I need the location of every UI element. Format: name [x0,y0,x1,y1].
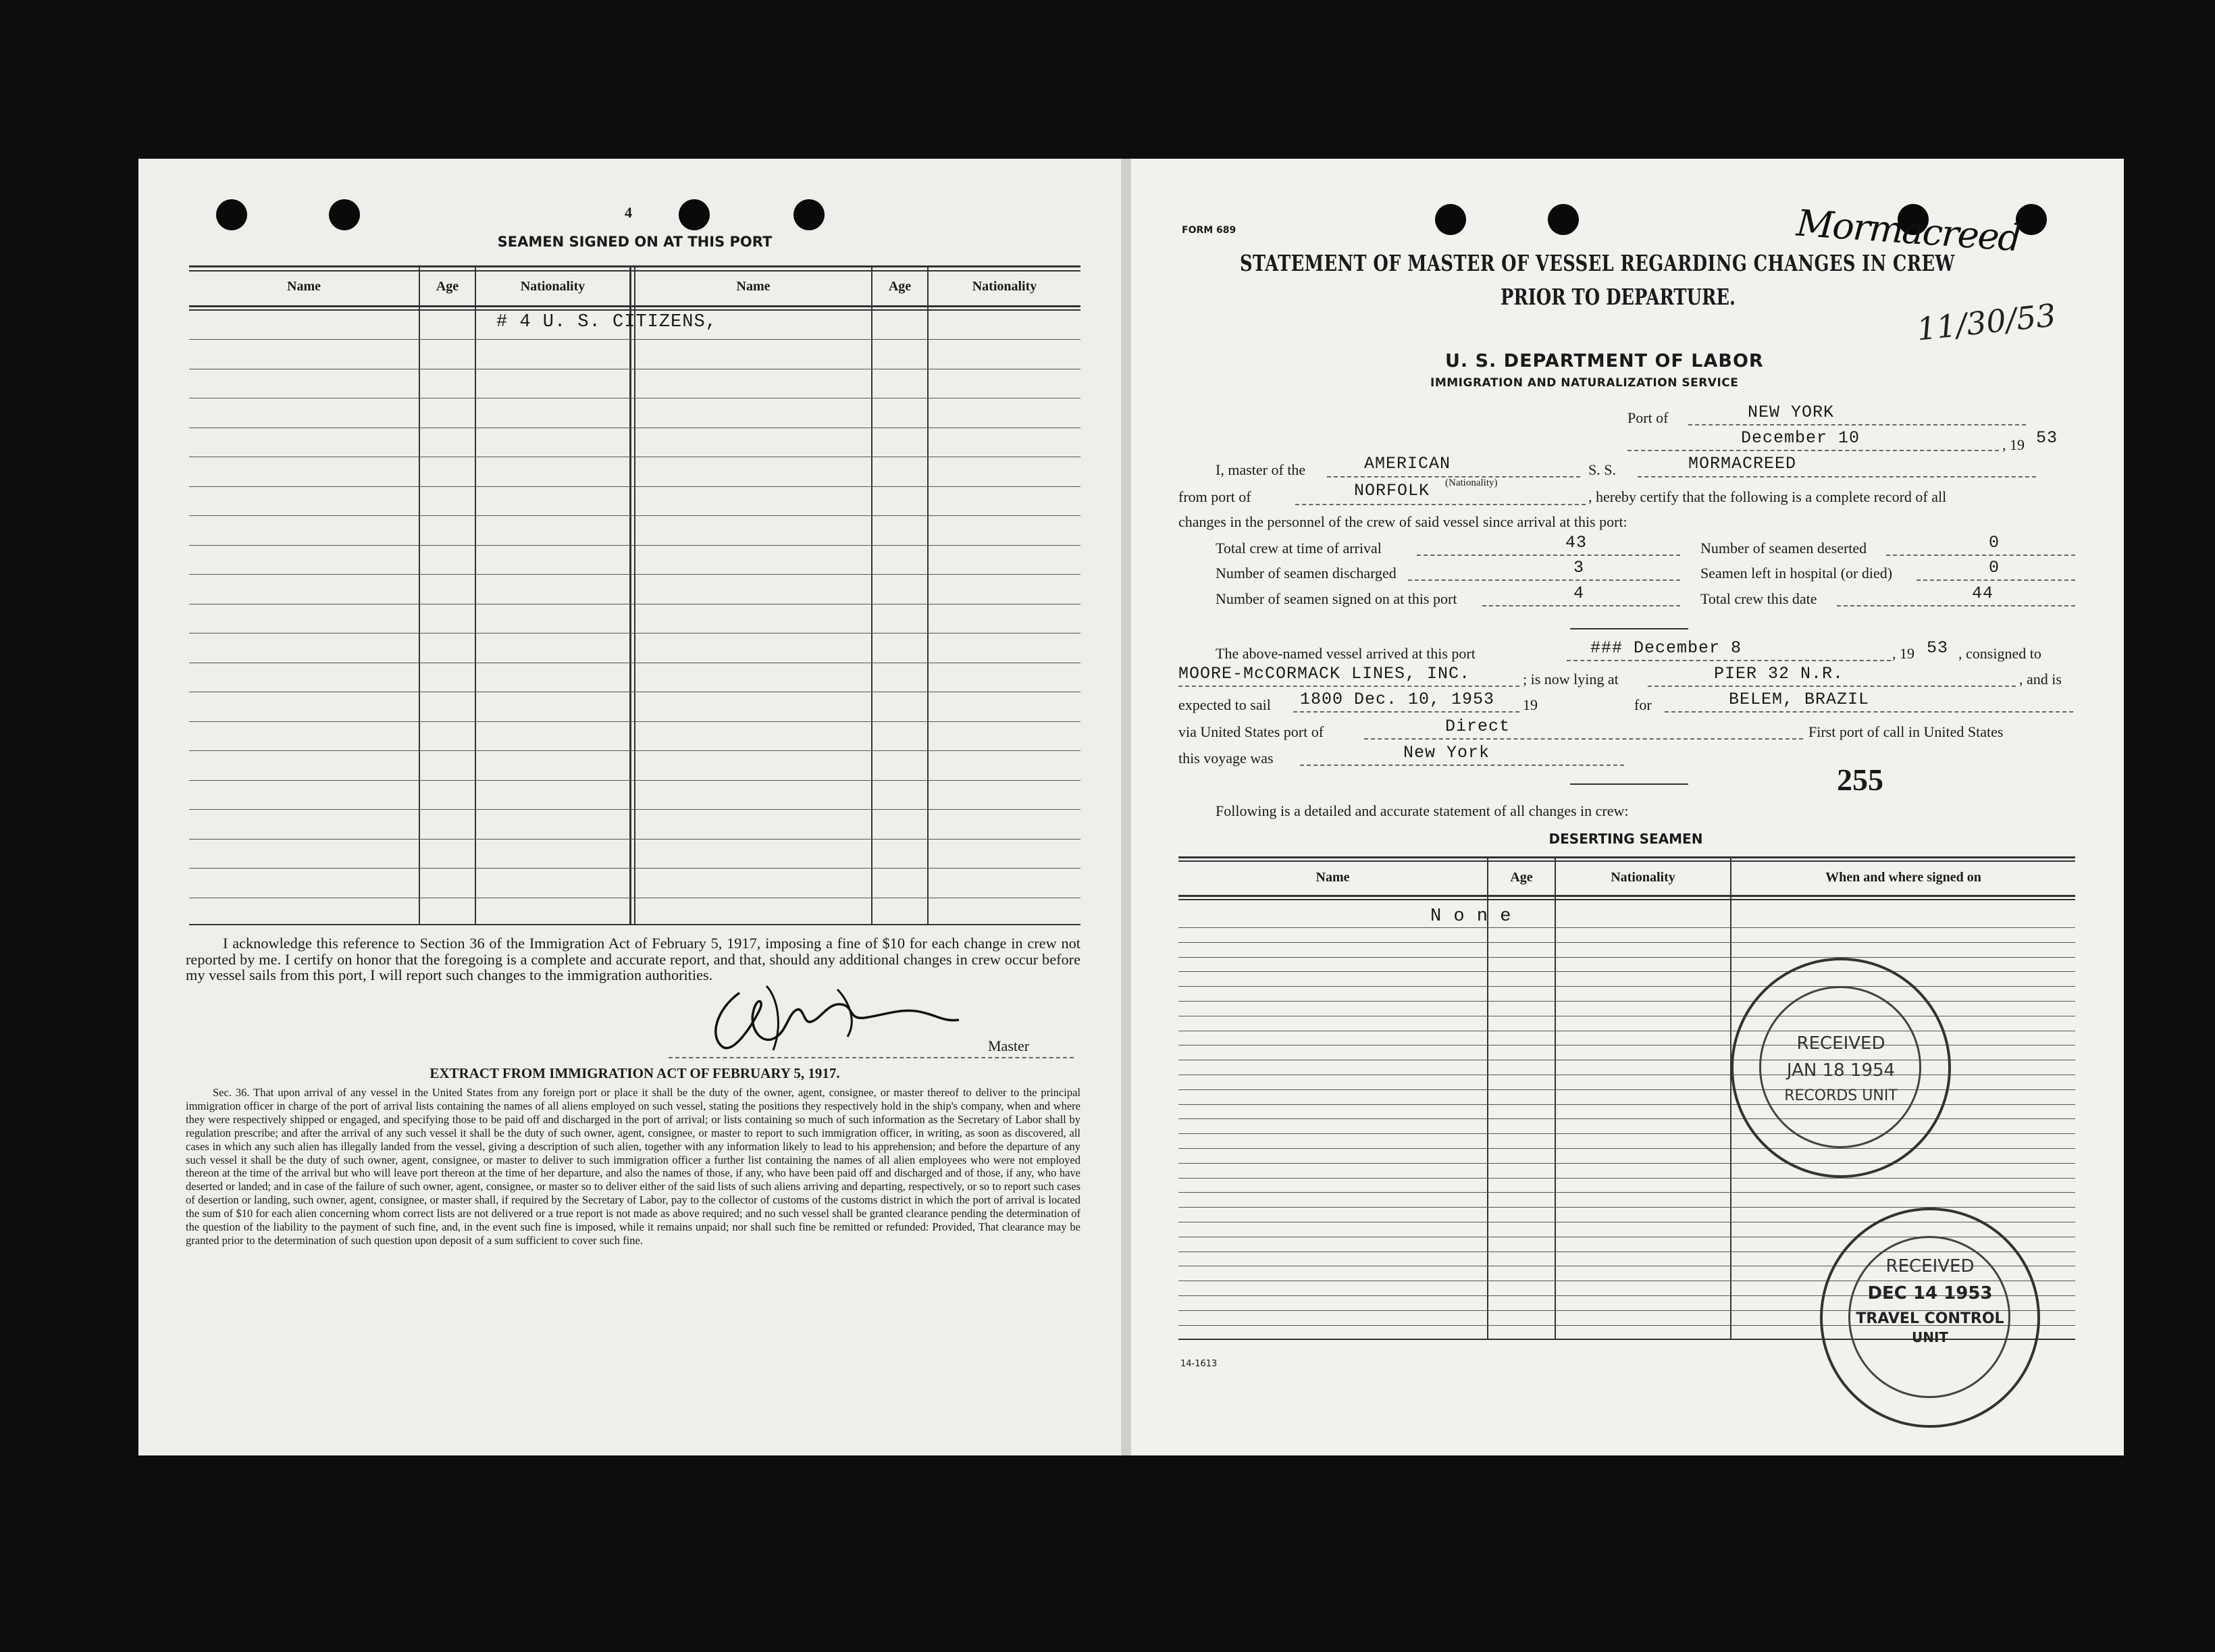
master-signature [702,983,1013,1060]
received-stamp-travel-control [1820,1208,2040,1428]
table-row-line [189,574,1080,575]
table-row-line [1178,957,2075,958]
table-row-line [189,545,1080,546]
from-port-value: NORFOLK [1354,481,1430,500]
sheet-number: 255 [1837,763,1883,797]
table-top-rule [1178,856,2075,858]
hospital-value: 0 [1989,558,2000,577]
stamp2-line2: DEC 14 1953 [1867,1283,1993,1303]
table-row-line [1178,971,2075,972]
section-divider [1570,628,1688,629]
and-is-label: , and is [2019,671,2062,688]
lying-value: PIER 32 N.R. [1714,664,1844,683]
column-header-nationality: Nationality [520,279,585,294]
deserting-entry: N o n e [1430,906,1512,927]
table-row-line [1178,1192,2075,1193]
table-row-line [189,868,1080,869]
column-divider [927,267,929,924]
arrived-value: ### December 8 [1590,638,1742,658]
form-title-line2: PRIOR TO DEPARTURE. [1501,284,1736,310]
extract-text: Sec. 36. That upon arrival of any vessel in the United States from any foreign port or place it shall be the duty of the owner, agent, consignee, or master thereof to deliver to the principal immigration officer in charge of the port of arrival lists containing the names of all aliens employed on such vessel, stating the positions they respectively hold in the ship's company, when and where they were respectively shipped or engaged, and specifying those to be paid off and discharged in the port of arrival; or lists containing so much of such information as the Secretary of Labor shall by regulation prescribe; and after the arrival of any such vessel it shall be the duty of such owner, agent, consignee, or master to report to such immigration officer, in writing, as soon as discovered, all cases in which any such alien has illegally landed from the vessel, giving a description of such alien, together with any information likely to lead to his apprehension; and before the departure of any such vessel it shall be the duty of such owner, agent, consignee, or master to deliver to such immigration officer a further list containing the names of all alien employees who were not employed thereon at the time of the arrival but who will leave port thereon at the time of her departure, and also the names of those, if any, who have been paid off and discharged and of those, if any, who have deserted or landed; and in case of the failure of such owner, agent, consignee, or master so to deliver either of the said lists of such aliens arriving and departing, respectively, or so to report such cases of desertion or landing, such owner, agent, consignee, or master shall, if required by the Secretary of Labor, pay to the collector of customs of the customs district in which the port of arrival is located the sum of $10 for each alien concerning whom correct lists are not delivered or a true report is not made as above required; and no such vessel shall be granted clearance pending the determination of the question of the liability to the payment of such fine, and, in the event such fine is imposed, while it remains unpaid; nor shall such fine be remitted or refunded: Provided, That clearance may be granted prior to the determination of such question upon deposit of a sum sufficient to cover such fine. [186,1086,1080,1247]
column-divider [1487,858,1488,1339]
total-crew-arrival-value: 43 [1565,533,1588,552]
via-value: Direct [1445,717,1511,736]
stamp2-line4: UNIT [1911,1329,1949,1345]
column-divider [1730,858,1731,1339]
arrived-year-prefix: , 19 [1892,645,1914,662]
date-value: December 10 [1741,428,1860,448]
page-spine [1121,159,1131,1455]
table-row-line [189,750,1080,751]
discharged-label: Number of seamen discharged [1216,565,1397,582]
following-text: Following is a detailed and accurate statement of all changes in crew: [1216,802,1629,819]
signed-on-value: 4 [1573,584,1585,603]
table-header-rule [1178,895,2075,897]
this-voyage-line [1300,765,1624,766]
master-label: Master [988,1037,1030,1054]
table-row-line [1178,1148,2075,1149]
nationality-caption: (Nationality) [1445,477,1498,488]
ss-label: S. S. [1588,461,1616,478]
table-row-line [189,809,1080,810]
signed-on-label: Number of seamen signed on at this port [1216,590,1457,607]
section-divider [1570,783,1688,785]
count-line [1417,554,1680,556]
certify-text-b: changes in the personnel of the crew of said vessel since arrival at this port: [1178,513,1627,530]
total-crew-label: Total crew this date [1700,590,1817,607]
column-divider [1555,858,1556,1339]
acknowledgment-text: I acknowledge this reference to Section 36 of the Immigration Act of February 5, 1917, imposing a fine of $10 for each change in crew not reported by me. I certify on honor that the foregoing is a complete and accurate report, and that, should any additional changes in crew occur before my vessel sails from this port, I will report such changes to the immigration authorities. [186,935,1080,983]
table-top-rule [1178,860,2075,862]
expected-year-suffix: 19 [1523,696,1538,713]
form-number: FORM 689 [1182,225,1236,236]
stamp1-line2: JAN 18 1954 [1786,1060,1896,1081]
table-row-line [1178,942,2075,943]
table-row-line [1178,927,2075,928]
arrived-label: The above-named vessel arrived at this port [1216,645,1476,662]
via-line [1364,738,1803,740]
lying-line [1648,686,2016,687]
stamp1-line3: RECORDS UNIT [1784,1087,1898,1104]
table-row-line [1178,1178,2075,1179]
column-header-name: Name [287,279,321,294]
table-row-line [189,633,1080,634]
expected-label: expected to sail [1178,696,1271,713]
punch-hole-icon [1548,204,1579,235]
table-row-line [189,515,1080,516]
vessel-name: MORMACREED [1688,454,1797,473]
received-stamp-records-unit [1731,958,1951,1178]
count-line [1837,605,2075,606]
punch-hole-icon [1435,204,1466,235]
table-row-line [189,839,1080,840]
expected-line [1293,711,1519,713]
arrived-year: 53 [1927,638,1949,658]
consignee-line [1178,686,1519,687]
column-divider [419,267,420,924]
table-bottom-rule [189,924,1080,925]
form-title-line1: STATEMENT OF MASTER OF VESSEL REGARDING CHANGES IN CREW [1240,250,1955,276]
table-row-line [189,339,1080,340]
column-divider [475,267,476,924]
column-header-nationality: Nationality [972,279,1037,294]
total-crew-value: 44 [1972,584,1994,603]
table-row-line [1178,986,2075,987]
vessel-line [1638,476,2036,477]
this-voyage-label: this voyage was [1178,750,1274,767]
hospital-label: Seamen left in hospital (or died) [1700,565,1893,582]
column-header-nationality: Nationality [1611,870,1675,885]
column-header-name: Name [1315,870,1350,885]
table-row-line [1178,1001,2075,1002]
port-label: Port of [1627,409,1669,426]
handwritten-note: Mormacreed [1795,201,2022,260]
punch-hole-icon [679,199,710,230]
year-prefix: , 19 [2002,436,2025,453]
department-name: U. S. DEPARTMENT OF LABOR [1445,351,1764,371]
lying-label: ; is now lying at [1523,671,1619,688]
service-name: IMMIGRATION AND NATURALIZATION SERVICE [1430,376,1739,390]
footer-code: 14-1613 [1180,1359,1218,1369]
column-header-name: Name [736,279,771,294]
master-of-label: I, master of the [1216,461,1306,478]
table-row-line [1178,1118,2075,1119]
column-header-age: Age [1510,870,1533,885]
table-row-line [1178,1163,2075,1164]
certify-text-a: , hereby certify that the following is a complete record of all [1588,488,1947,505]
date-line [1627,450,1999,451]
count-line [1917,579,2075,581]
signed-on-entry: # 4 U. S. CITIZENS, [496,312,717,332]
via-label: via United States port of [1178,723,1324,740]
table-row-line [1178,1133,2075,1134]
punch-hole-icon [793,199,825,230]
from-port-line [1295,504,1586,505]
punch-hole-icon [329,199,360,230]
port-value: NEW YORK [1748,403,1835,422]
handwritten-date: 11/30/53 [1914,296,2058,348]
page-number: 4 [625,204,632,221]
table-row-line [189,780,1080,781]
deserting-title: DESERTING SEAMEN [1548,831,1703,847]
left-page-title: SEAMEN SIGNED ON AT THIS PORT [497,234,773,250]
stamp2-line3: TRAVEL CONTROL [1856,1310,2004,1327]
count-line [1408,579,1680,581]
destination-value: BELEM, BRAZIL [1729,690,1870,709]
first-port-label: First port of call in United States [1808,723,2004,740]
stamp1-line1: RECEIVED [1796,1033,1885,1054]
total-crew-arrival-label: Total crew at time of arrival [1216,540,1382,557]
column-header-age: Age [436,279,459,294]
port-line [1688,424,2026,425]
destination-line [1665,711,2073,713]
column-header-age: Age [888,279,912,294]
table-row-line [189,486,1080,487]
extract-title: EXTRACT FROM IMMIGRATION ACT OF FEBRUARY 5, 1917. [429,1065,840,1081]
deserted-label: Number of seamen deserted [1700,540,1867,557]
count-line [1482,605,1680,606]
consignee-value: MOORE-McCORMACK LINES, INC. [1178,664,1471,683]
expected-value: 1800 Dec. 10, 1953 [1300,690,1495,709]
consigned-label: , consigned to [1958,645,2041,662]
column-divider [634,267,635,924]
discharged-value: 3 [1573,558,1585,577]
nationality-value: AMERICAN [1364,454,1451,473]
column-divider [871,267,872,924]
for-label: for [1634,696,1652,713]
punch-hole-icon [216,199,247,230]
this-voyage-value: New York [1403,743,1490,763]
stamp2-line1: RECEIVED [1885,1256,1975,1276]
from-port-label: from port of [1178,488,1251,505]
count-line [1886,554,2075,556]
column-header-when-where: When and where signed on [1825,870,1981,885]
deserted-value: 0 [1989,533,2000,552]
column-divider [629,267,631,924]
table-header-rule [1178,899,2075,900]
master-signature-line [669,1057,1074,1058]
arrived-line [1567,660,1891,661]
year-value: 53 [2036,428,2058,448]
table-row-line [189,721,1080,722]
